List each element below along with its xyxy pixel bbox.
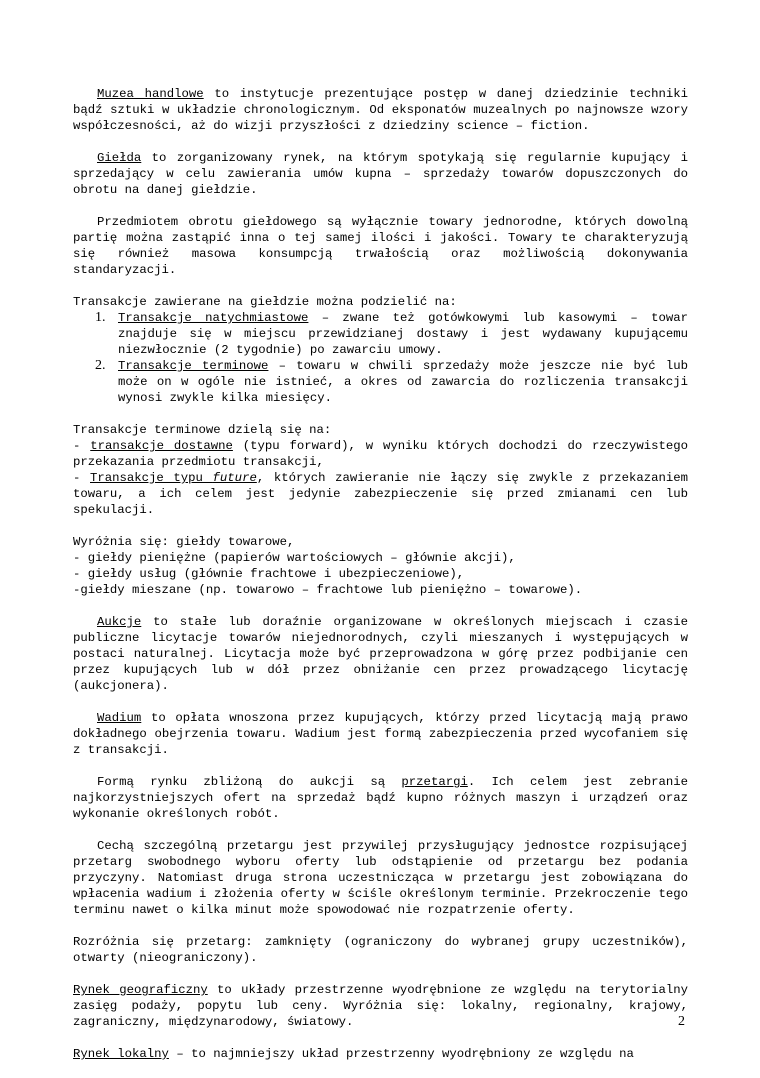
term-gielda: Giełda (97, 151, 142, 165)
terminowe-intro: Transakcje terminowe dzielą się na: (73, 423, 332, 437)
dash: - (73, 439, 91, 453)
paragraph-text: to stałe lub doraźnie organizowane w określonych miejscach i czasie publiczne licytacje towarów niejednorodnych, czyli mieszanych i występujących w postaci naturalnej. Licytacja może być przeprowadzona w górę przez podbijanie cen przez kupujących lub w dół przez obniżanie cen przez prowadzącego licytację (aukcjonera). (73, 615, 688, 693)
term-transakcje-typu-text: Transakcje typu (90, 471, 213, 485)
gieldy-line: - giełdy pieniężne (papierów wartościowych – głównie akcji), (73, 551, 516, 565)
list-item (73, 310, 688, 358)
paragraph-muzea-handlowe (73, 86, 688, 134)
term-muzea-handlowe: Muzea handlowe (97, 87, 204, 101)
paragraph-text: to zorganizowany rynek, na którym spotykają się regularnie kupujący i sprzedający w celu zawierania umów kupna – sprzedaży towarów dopuszczonych do obrotu na danej giełdzie. (73, 151, 688, 197)
paragraph-rozroznia: Rozróżnia się przetarg: zamknięty (ograniczony do wybranej grupy uczestników), otwarty (nieograniczony). (73, 935, 688, 965)
term-rynek-lokalny: Rynek lokalny (73, 1047, 169, 1061)
paragraph-przedmiot-obrotu: Przedmiotem obrotu giełdowego są wyłącznie towary jednorodne, których dowolną partię można zastąpić inna o tej samej ilości i jakości. Towary te charakteryzują się również masowa konsumpcją trwałością oraz możliwością dokonywania standaryzacji. (73, 215, 688, 277)
paragraph-gieldy (73, 534, 688, 598)
term-transakcje-typu (90, 471, 257, 485)
term-wadium: Wadium (97, 711, 142, 725)
section-transakcje (73, 294, 688, 406)
list-item (73, 358, 688, 406)
term-transakcje-dostawne: transakcje dostawne (90, 439, 233, 453)
paragraph-rynek-lokalny (73, 1046, 688, 1062)
terminowe-future (73, 470, 688, 518)
transakcje-intro: Transakcje zawierane na giełdzie można podzielić na: (73, 295, 457, 309)
paragraph-text: – to najmniejszy układ przestrzenny wyodrębniony ze względu na (168, 1047, 634, 1061)
gieldy-line: Wyróżnia się: giełdy towarowe, (73, 535, 295, 549)
paragraph-aukcje (73, 614, 688, 694)
paragraph-text: to układy przestrzenne wyodrębnione ze względu na terytorialny zasięg podaży, popytu lub ceny. Wyróżnia się: lokalny, regionalny, krajowy, zagraniczny, międzynarodowy, światowy. (73, 983, 688, 1029)
list-number: 1. (95, 310, 106, 325)
gieldy-line: - giełdy usług (głównie frachtowe i ubezpieczeniowe), (73, 567, 465, 581)
paragraph-text: . Ich celem jest zebranie najkorzystniejszych ofert na sprzedaż bądź kupno różnych maszyn i urządzeń oraz wykonanie określonych robót. (73, 775, 689, 821)
term-transakcje-terminowe: Transakcje terminowe (118, 359, 269, 373)
gieldy-line: -giełdy mieszane (np. towarowo – frachtowe lub pieniężno – towarowe). (73, 583, 583, 597)
terminowe-future-text: , których zawieranie nie łączy się zwykle z przekazaniem towaru, a ich celem jest jedynie zabezpieczenie się przed zmianami cen lub spekulacji. (73, 471, 688, 517)
paragraph-wadium (73, 710, 688, 758)
list-item-text: – towaru w chwili sprzedaży może jeszcze nie być lub może on w ogóle nie istnieć, a okres od zawarcia do rozliczenia transakcji wynosi zwykle kilka miesięcy. (118, 359, 688, 405)
page-number: 2 (678, 1014, 685, 1029)
term-przetargi: przetargi (401, 775, 468, 789)
term-aukcje: Aukcje (97, 615, 142, 629)
list-number: 2. (95, 358, 106, 373)
paragraph-transakcje-terminowe (73, 422, 688, 518)
paragraph-cecha-przetargu: Cechą szczególną przetargu jest przywilej przysługujący jednostce rozpisującej przetarg swobodnego wyboru oferty lub odstąpienie od przetargu bez podania przyczyny. Natomiast druga strona uczestnicząca w przetargu jest zobowiązana do wpłacenia wadium i złożenia oferty w ściśle określonym terminie. Przekroczenie tego terminu nawet o kilka minut może spowodować nie rozpatrzenie oferty. (73, 839, 688, 917)
term-rynek-geograficzny: Rynek geograficzny (73, 983, 208, 997)
term-future: future (212, 471, 257, 485)
dash: - (73, 471, 90, 485)
term-transakcje-natychmiastowe: Transakcje natychmiastowe (118, 311, 309, 325)
transakcje-list (73, 310, 688, 406)
paragraph-gielda (73, 150, 688, 198)
terminowe-dostawne (73, 438, 688, 470)
paragraph-przetargi (73, 774, 688, 822)
list-item-text: – zwane też gotówkowymi lub kasowymi – towar znajduje się w miejscu przewidzianej dostawy i jest wydawany kupującemu niezwłocznie (2 tygodnie) po zawarciu umowy. (118, 311, 688, 357)
document-page (73, 86, 688, 1078)
paragraph-text: Formą rynku zbliżoną do aukcji są (97, 775, 402, 789)
paragraph-rynek-geograficzny (73, 982, 688, 1030)
terminowe-dostawne-text: (typu forward), w wyniku których dochodzi do rzeczywistego przekazania przedmiotu transakcji, (73, 439, 688, 469)
paragraph-text: to instytucje prezentujące postęp w danej dziedzinie techniki bądź sztuki w układzie chronologicznym. Od eksponatów muzealnych po najnowsze wzory współczesności, aż do wizji przyszłości z dziedziny science – fiction. (73, 87, 688, 133)
paragraph-text: to opłata wnoszona przez kupujących, którzy przed licytacją mają prawo dokładnego obejrzenia towaru. Wadium jest formą zabezpieczenia przed wycofaniem się z transakcji. (73, 711, 688, 757)
